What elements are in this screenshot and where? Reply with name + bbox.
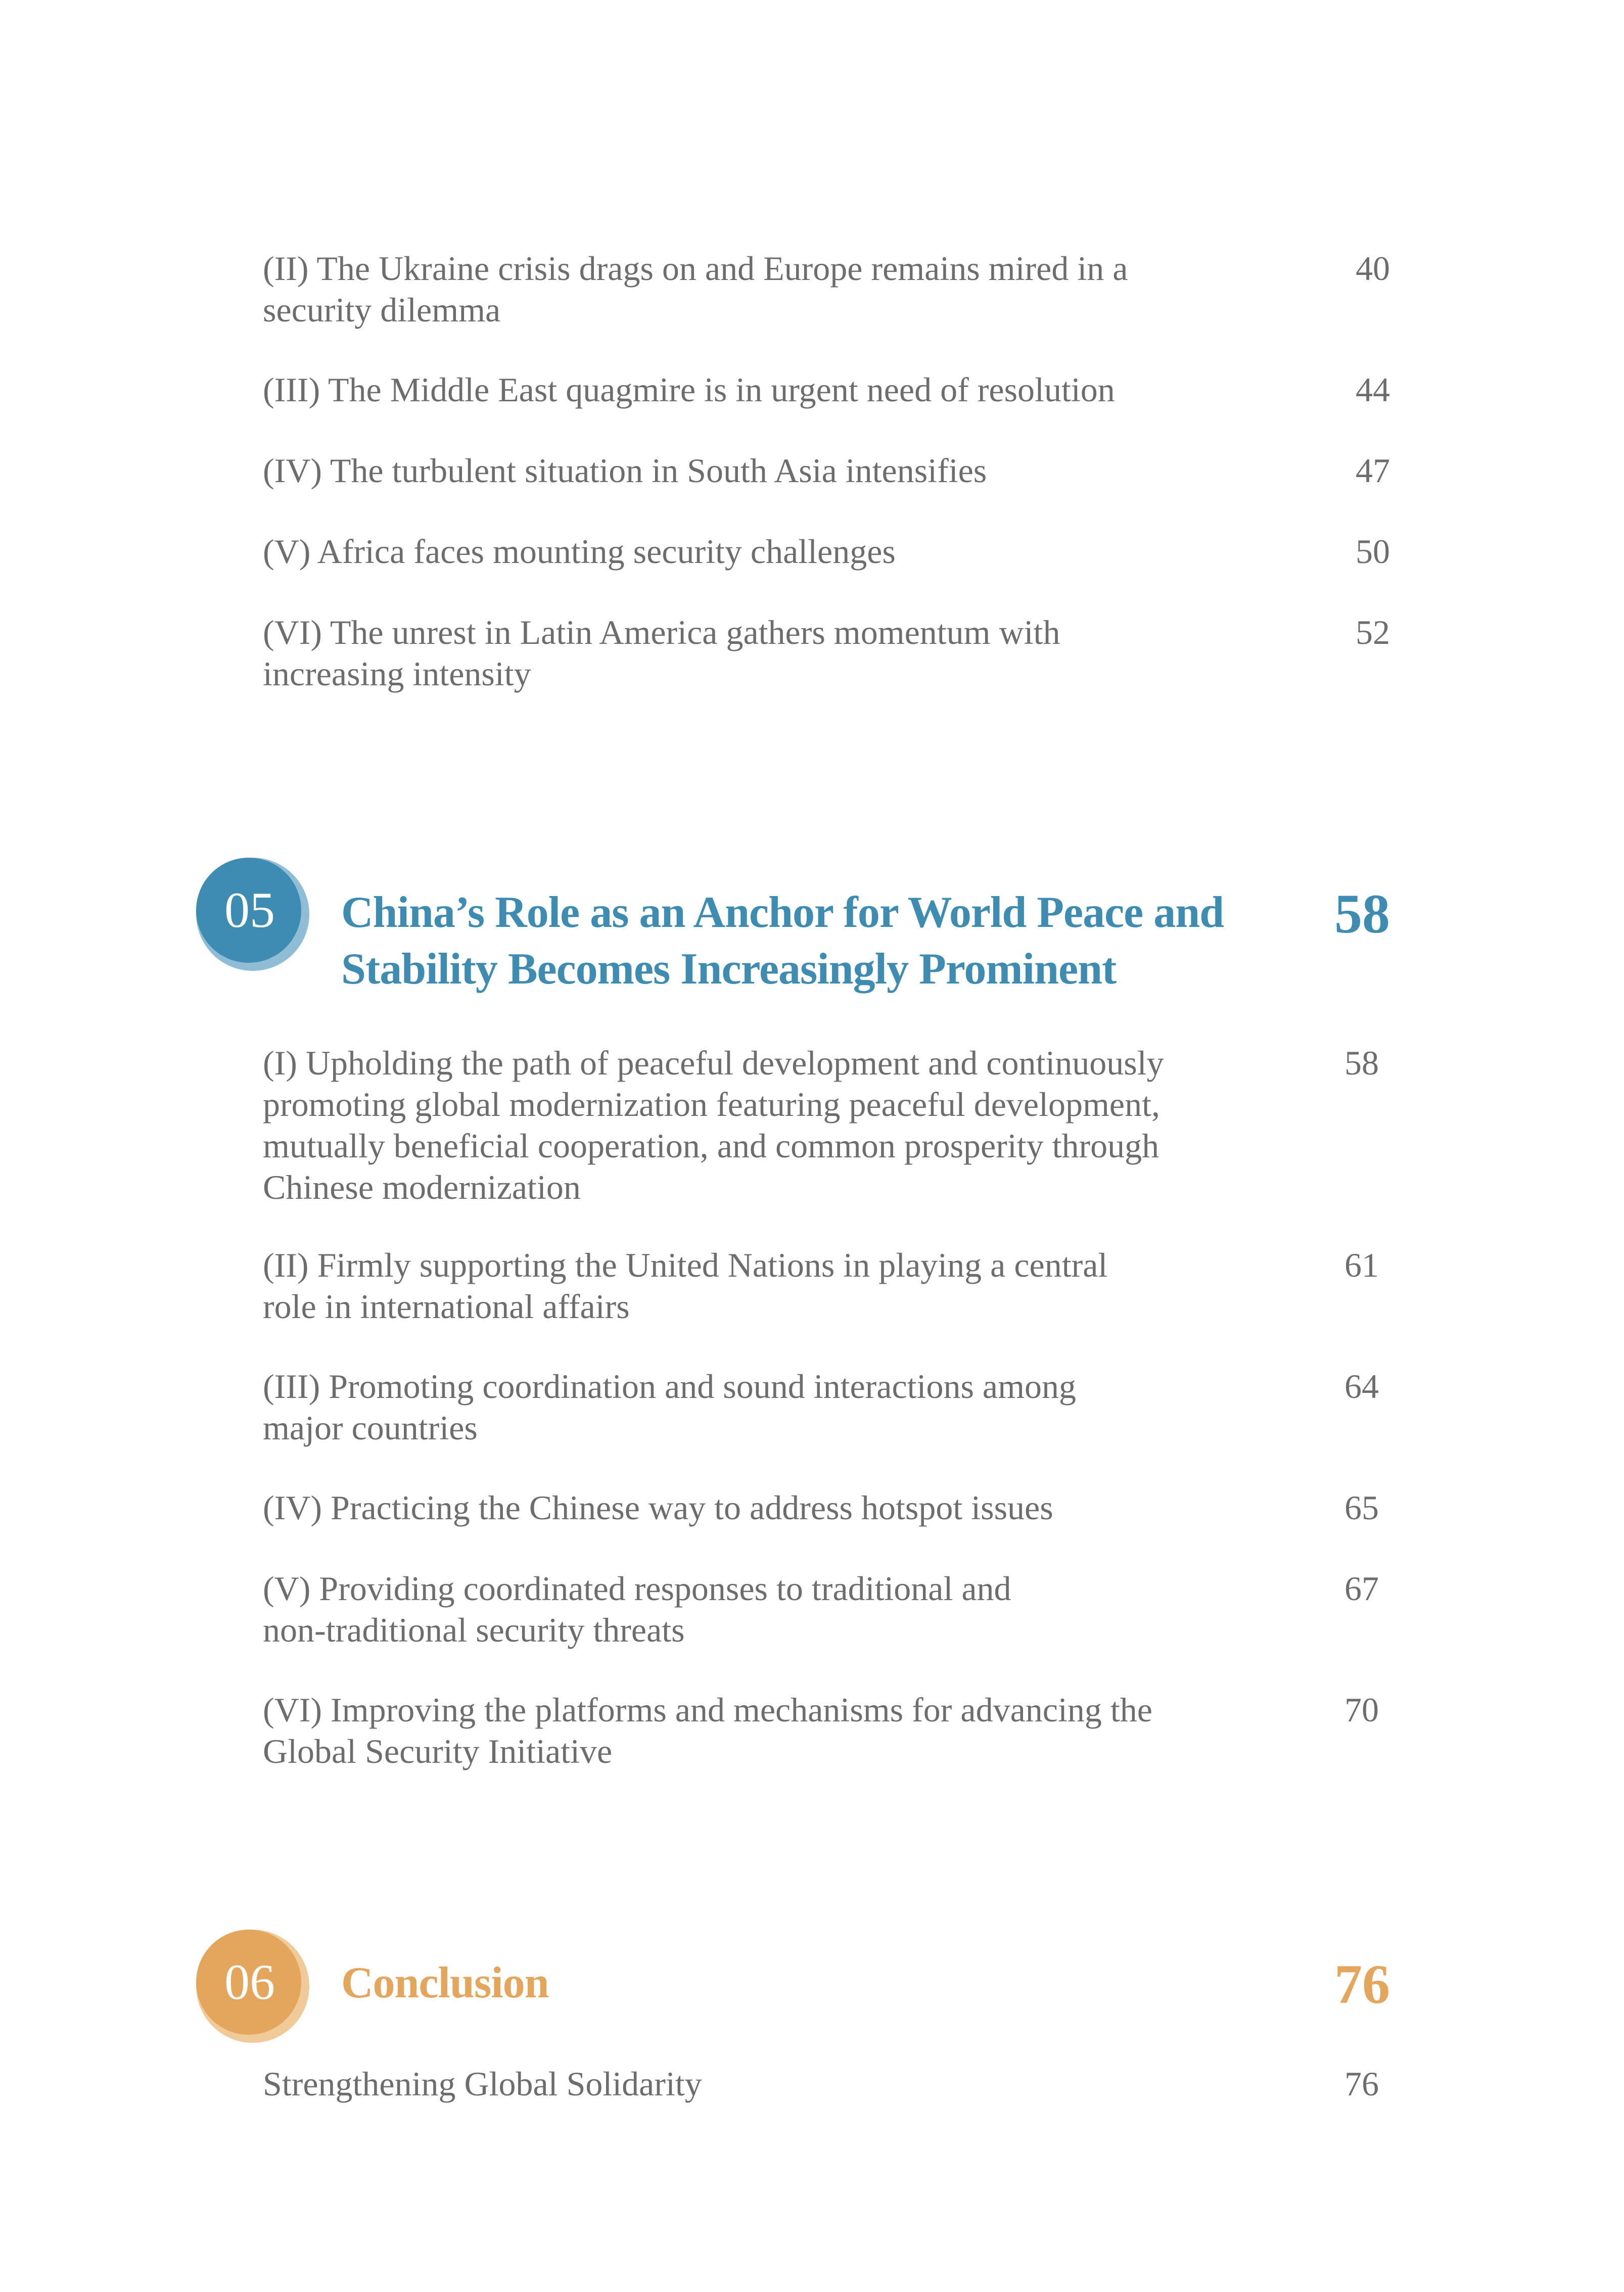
- chapter-title[interactable]: [341, 1955, 549, 2012]
- toc-entry-line: Global Security Initiative: [263, 1732, 613, 1770]
- toc-page-number: 40: [1356, 249, 1390, 288]
- chapter-number: 06: [224, 1954, 275, 2010]
- toc-entry[interactable]: [263, 1042, 1274, 1208]
- toc-entry-line: (II) Firmly supporting the United Nations in playing a central: [263, 1246, 1108, 1284]
- toc-entry[interactable]: [263, 1366, 1274, 1448]
- chapter-title[interactable]: [341, 884, 1224, 998]
- toc-page-number: 64: [1344, 1367, 1379, 1406]
- toc-entry-line: increasing intensity: [263, 654, 531, 693]
- toc-entry-line: (V) Providing coordinated responses to traditional and: [263, 1569, 1011, 1608]
- toc-entry-line: non-traditional security threats: [263, 1611, 685, 1649]
- toc-entry-line: (III) The Middle East quagmire is in urgent need of resolution: [263, 370, 1115, 409]
- toc-page-number: 70: [1344, 1691, 1379, 1729]
- toc-page-number: 61: [1344, 1246, 1379, 1284]
- toc-page-number: 47: [1356, 451, 1390, 490]
- toc-entry[interactable]: [263, 1689, 1274, 1772]
- toc-page-number: 52: [1356, 613, 1390, 651]
- toc-entry-line: (II) The Ukraine crisis drags on and Europe remains mired in a: [263, 249, 1128, 288]
- toc-entry[interactable]: [263, 248, 1274, 331]
- toc-page-number: 76: [1344, 2065, 1379, 2103]
- toc-entry-line: (IV) Practicing the Chinese way to address hotspot issues: [263, 1488, 1053, 1527]
- toc-entry-line: (VI) The unrest in Latin America gathers momentum with: [263, 613, 1060, 651]
- toc-entry[interactable]: [263, 369, 1274, 410]
- toc-entry[interactable]: [263, 2063, 1274, 2104]
- toc-page-number: 50: [1356, 532, 1390, 571]
- toc-page-number: 44: [1356, 370, 1390, 409]
- toc-entry[interactable]: [263, 450, 1274, 491]
- toc-entry-line: major countries: [263, 1409, 478, 1447]
- toc-page-number: 58: [1344, 1044, 1379, 1082]
- toc-entry-line: mutually beneficial cooperation, and common prosperity through: [263, 1127, 1159, 1165]
- toc-entry-line: (I) Upholding the path of peaceful development and continuously: [263, 1044, 1164, 1082]
- toc-entry-line: (IV) The turbulent situation in South Asia intensifies: [263, 451, 987, 490]
- chapter-number: 05: [224, 882, 275, 938]
- toc-entry-line: security dilemma: [263, 291, 501, 329]
- toc-page-number: 67: [1344, 1569, 1379, 1608]
- chapter-title-line: Conclusion: [341, 1958, 549, 2007]
- chapter-badge-06: [191, 1925, 312, 2046]
- toc-entry-line: (V) Africa faces mounting security challenges: [263, 532, 896, 571]
- toc-entry[interactable]: [263, 1244, 1274, 1327]
- chapter-title-line: China’s Role as an Anchor for World Peace and: [341, 888, 1224, 937]
- chapter-badge-05: [191, 853, 312, 974]
- toc-entry-line: promoting global modernization featuring peaceful development,: [263, 1085, 1160, 1124]
- toc-entry-line: role in international affairs: [263, 1287, 630, 1326]
- toc-entry[interactable]: [263, 1568, 1274, 1651]
- chapter-title-line: Stability Becomes Increasingly Prominent: [341, 945, 1117, 994]
- toc-entry-line: Strengthening Global Solidarity: [263, 2065, 702, 2103]
- toc-entry[interactable]: [263, 531, 1274, 572]
- toc-entry-line: (VI) Improving the platforms and mechanisms for advancing the: [263, 1691, 1152, 1729]
- toc-entry-line: (III) Promoting coordination and sound interactions among: [263, 1367, 1076, 1406]
- chapter-page-number: 76: [1334, 1953, 1390, 2015]
- toc-entry[interactable]: [263, 1487, 1274, 1528]
- toc-entry[interactable]: [263, 612, 1274, 694]
- toc-page-number: 65: [1344, 1488, 1379, 1527]
- chapter-page-number: 58: [1334, 883, 1390, 945]
- toc-entry-line: Chinese modernization: [263, 1168, 581, 1206]
